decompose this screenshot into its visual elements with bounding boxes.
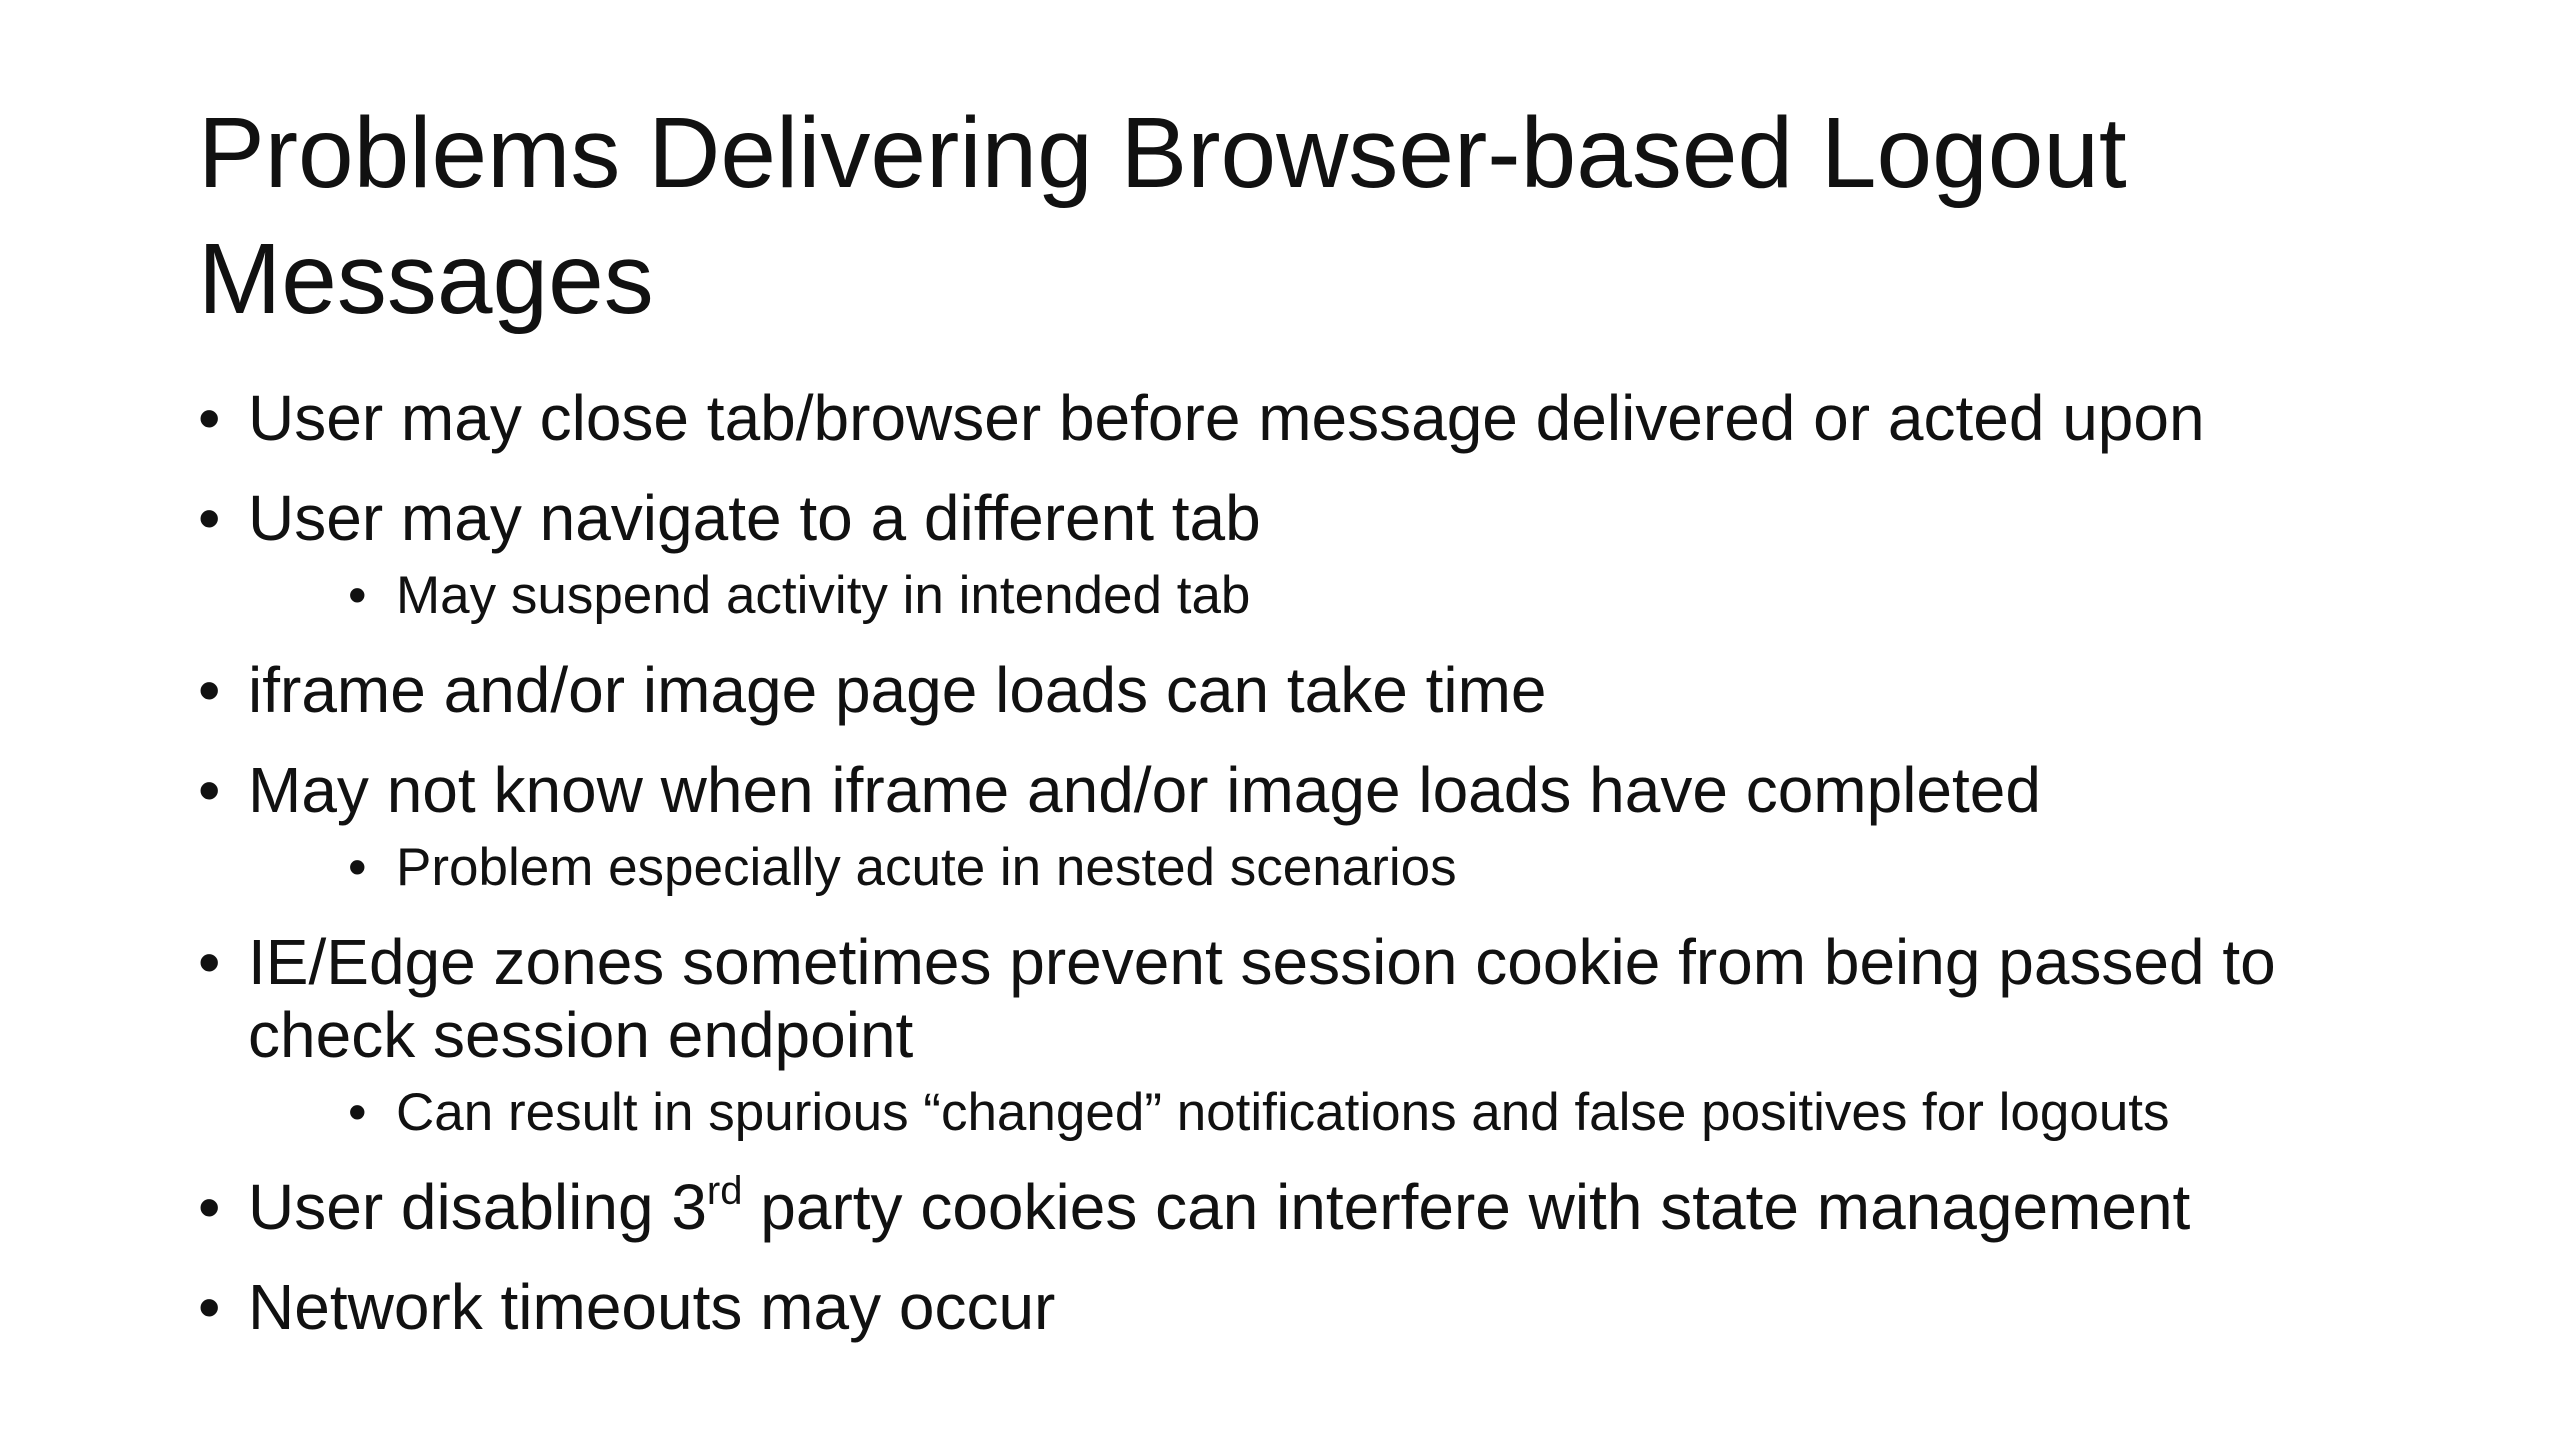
sub-bullet-icon: •: [348, 566, 367, 625]
bullet-item: [198, 482, 2418, 627]
bullet-item: [198, 654, 2418, 727]
sub-bullet-text: May suspend activity in intended tab: [396, 566, 1251, 625]
bullet-text: May not know when iframe and/or image loads have completed: [248, 754, 2041, 826]
bullet-text: IE/Edge zones sometimes prevent session cookie from being passed to check session endpoint: [248, 926, 2276, 1071]
bullet-icon: •: [198, 382, 221, 454]
bullet-item: [198, 1271, 2418, 1344]
bullet-text: iframe and/or image page loads can take time: [248, 654, 1547, 726]
bullet-text: [248, 1171, 2190, 1243]
superscript-text: rd: [706, 1169, 743, 1213]
sub-bullet-item: [248, 1082, 2418, 1144]
bullet-list: [198, 382, 2418, 1344]
sub-bullet-text: Can result in spurious “changed” notifications and false positives for logouts: [396, 1083, 2170, 1142]
bullet-text: Network timeouts may occur: [248, 1271, 1056, 1343]
sub-bullet-icon: •: [348, 1083, 367, 1142]
bullet-item: [198, 754, 2418, 899]
slide-title: Problems Delivering Browser-based Logout Messages: [198, 97, 2127, 335]
bullet-item: [198, 382, 2418, 455]
bullet-text-part: User disabling 3: [248, 1171, 707, 1243]
bullet-item: [198, 1171, 2418, 1244]
bullet-icon: •: [198, 654, 221, 726]
sub-bullet-icon: •: [348, 838, 367, 897]
bullet-text: User may navigate to a different tab: [248, 482, 1261, 554]
bullet-icon: •: [198, 926, 221, 998]
sub-bullet-item: [248, 837, 2418, 899]
bullet-text: User may close tab/browser before message delivered or acted upon: [248, 382, 2205, 454]
bullet-icon: •: [198, 482, 221, 554]
bullet-icon: •: [198, 1271, 221, 1343]
bullet-icon: •: [198, 754, 221, 826]
bullet-item: [198, 926, 2418, 1144]
sub-bullet-item: [248, 565, 2418, 627]
sub-bullet-text: Problem especially acute in nested scenarios: [396, 838, 1457, 897]
bullet-text-part: party cookies can interfere with state management: [742, 1171, 2191, 1243]
bullet-icon: •: [198, 1171, 221, 1243]
